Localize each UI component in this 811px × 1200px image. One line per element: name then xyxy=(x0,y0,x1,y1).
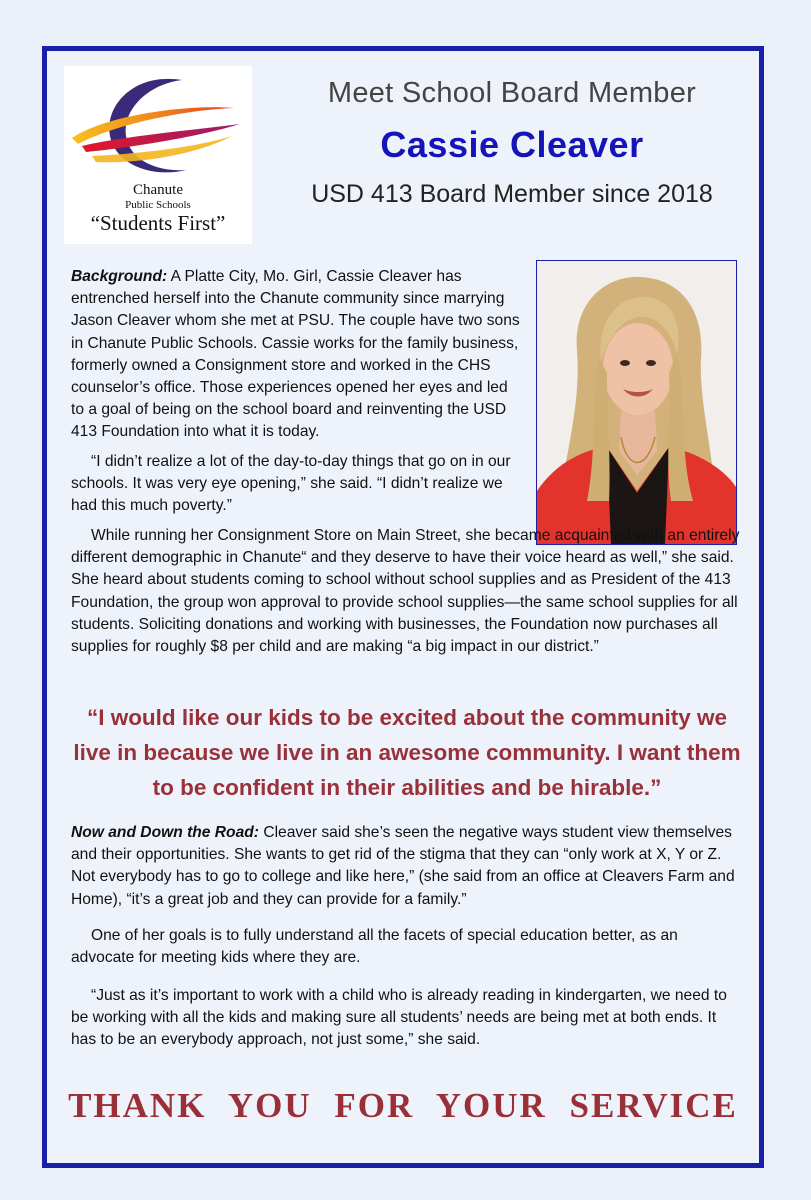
header-meet-line: Meet School Board Member xyxy=(327,77,697,109)
logo-motto: “Students First” xyxy=(90,211,226,235)
paragraph-now-and-down-the-road xyxy=(71,822,743,911)
member-since-line: USD 413 Board Member since 2018 xyxy=(311,180,713,208)
background-lead: Background: xyxy=(71,268,168,285)
school-logo xyxy=(64,66,252,244)
pull-quote: “I would like our kids to be excited about the community we live in because we live in an awesome community. I want them to be confident in their abilities and be hirable.” xyxy=(73,705,741,800)
logo-subtitle: Public Schools xyxy=(125,199,191,211)
portrait-photo xyxy=(536,260,737,545)
paragraph-background xyxy=(71,266,523,444)
paragraph-consignment-store: While running her Consignment Store on Main Street, she became acquainted with an entirely different demographic in Chanute“ and they deserve to have their voice heard as well,” she said. She heard about students coming to school without school supplies and as President of the 413 Foundation, the group won approval to provide school supplies—the same school supplies for all students. Soliciting donations and working with businesses, the Foundation now purchases all supplies for roughly $8 per child and are making “a big impact in our district.” xyxy=(71,527,740,656)
paragraph-quote-eye-opening: “I didn’t realize a lot of the day-to-day things that go on in our schools. It was very eye opening,” she said. “I didn’t realize we had this much poverty.” xyxy=(71,453,511,515)
now-text: Cleaver said she’s seen the negative ways student view themselves and their opportunities. She wants to get rid of the stigma that they can “only work at X, Y or Z. Not everybody has to go to college and like here,” (she said from an office at Cleavers Farm and Home), “it’s a great job and they can provide for a family.” xyxy=(71,824,735,908)
paragraph-everybody-approach: “Just as it’s important to work with a child who is already reading in kindergarten, we need to be working with all the kids and making sure all students’ needs are being met at both ends. It has to be an everybody approach, not just some,” she said. xyxy=(71,987,727,1049)
paragraph-special-education: One of her goals is to fully understand all the facets of special education better, as an advocate for meeting kids where they are. xyxy=(71,927,678,967)
portrait-photo-icon xyxy=(537,261,736,544)
member-name: Cassie Cleaver xyxy=(380,124,644,165)
background-text: A Platte City, Mo. Girl, Cassie Cleaver has entrenched herself into the Chanute community since marrying Jason Cleaver whom she met at PSU. The couple have two sons in Chanute Public Schools. Cassie works for the family business, formerly owned a Consignment store and worked in the CHS counselor’s office. Those experiences opened her eyes and led to a goal of being on the school board and reinventing the USD 413 Foundation into what it is today. xyxy=(71,268,520,441)
now-lead: Now and Down the Road: xyxy=(71,824,259,841)
logo-school-name: Chanute xyxy=(133,182,183,198)
thank-you-banner: THANK YOU FOR YOUR SERVICE xyxy=(68,1086,738,1125)
